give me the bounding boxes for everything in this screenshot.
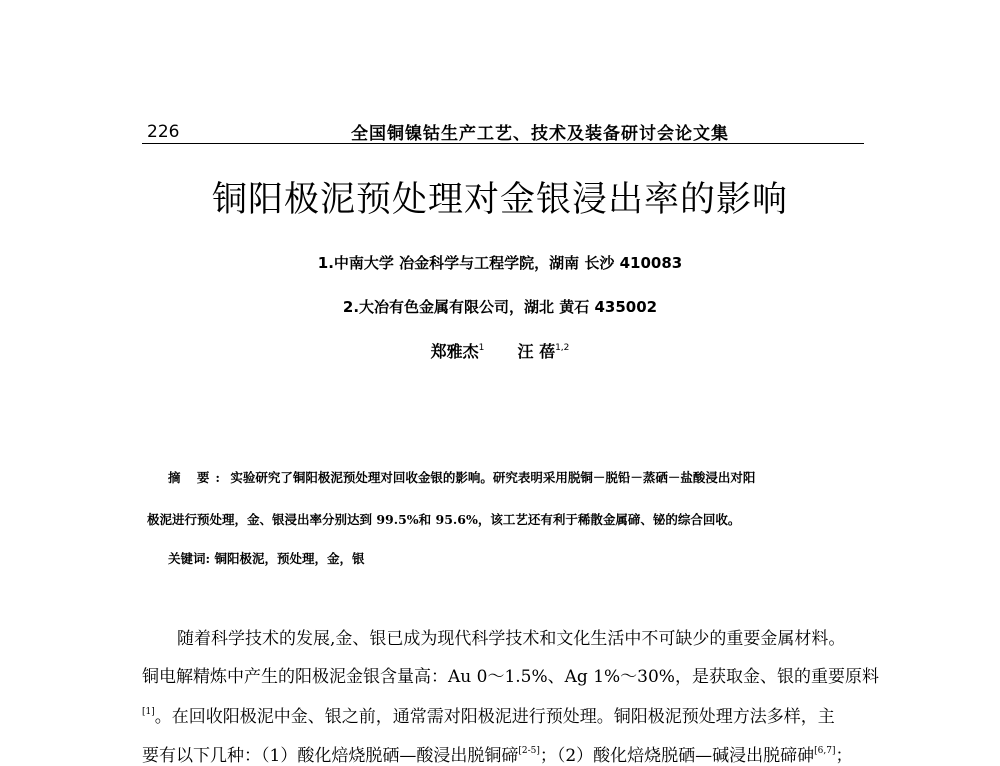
paper-title: 铜阳极泥预处理对金银浸出率的影响 (211, 180, 788, 220)
body-text: 要有以下几种：（1）酸化焙烧脱硒—酸浸出脱铜碲 (142, 746, 519, 766)
abstract-line (168, 468, 888, 486)
author-affiliation-mark: 1,2 (555, 343, 570, 353)
body-text: 。在回收阳极泥中金、银之前，通常需对阳极泥进行预处理。铜阳极泥预处理方法多样，主 (154, 707, 835, 727)
page-number: 226 (147, 122, 180, 142)
author-list (0, 339, 1000, 362)
body-text: ；（2）酸化焙烧脱硒—碱浸出脱碲砷 (539, 746, 815, 766)
body-paragraph-line: 随着科学技术的发展,金、银已成为现代科学技术和文化生活中不可缺少的重要金属材料。 (177, 629, 846, 649)
body-text: ； (835, 746, 853, 766)
citation-ref: [1] (142, 707, 155, 717)
affiliation-2: 2.大冶有色金属有限公司，湖北 黄石 435002 (342, 298, 658, 316)
keywords-label: 关键词: (168, 551, 211, 566)
affiliation-1: 1.中南大学 冶金科学与工程学院，湖南 长沙 410083 (317, 254, 683, 272)
abstract-text: 实验研究了铜阳极泥预处理对回收金银的影响。研究表明采用脱铜－脱铅－蒸硒－盐酸浸出对阳 (230, 470, 756, 485)
author-name: 郑雅杰 (430, 342, 479, 361)
keywords-line (168, 549, 888, 567)
body-paragraph-line: 铜电解精炼中产生的阳极泥金银含量高：Au 0～1.5%、Ag 1%～30%，是获取金、银的重要原料 (142, 667, 879, 687)
citation-ref: [2-5] (518, 746, 540, 756)
running-header-title: 全国铜镍钴生产工艺、技术及装备研讨会论文集 (351, 124, 729, 144)
abstract-label: 摘 要: (168, 470, 226, 485)
abstract-line (147, 510, 867, 528)
author-affiliation-mark: 1 (478, 343, 485, 353)
author-name: 汪 蓓 (517, 342, 556, 361)
keywords-text: 铜阳极泥，预处理，金，银 (214, 551, 365, 566)
abstract-text: 极泥进行预处理，金、银浸出率分别达到 99.5%和 95.6%，该工艺还有利于稀散金属碲、铋的综合回收。 (147, 512, 741, 527)
body-paragraph-line (142, 702, 872, 727)
citation-ref: [6,7] (814, 746, 836, 756)
header-rule (142, 143, 864, 144)
body-paragraph-line (142, 741, 872, 766)
